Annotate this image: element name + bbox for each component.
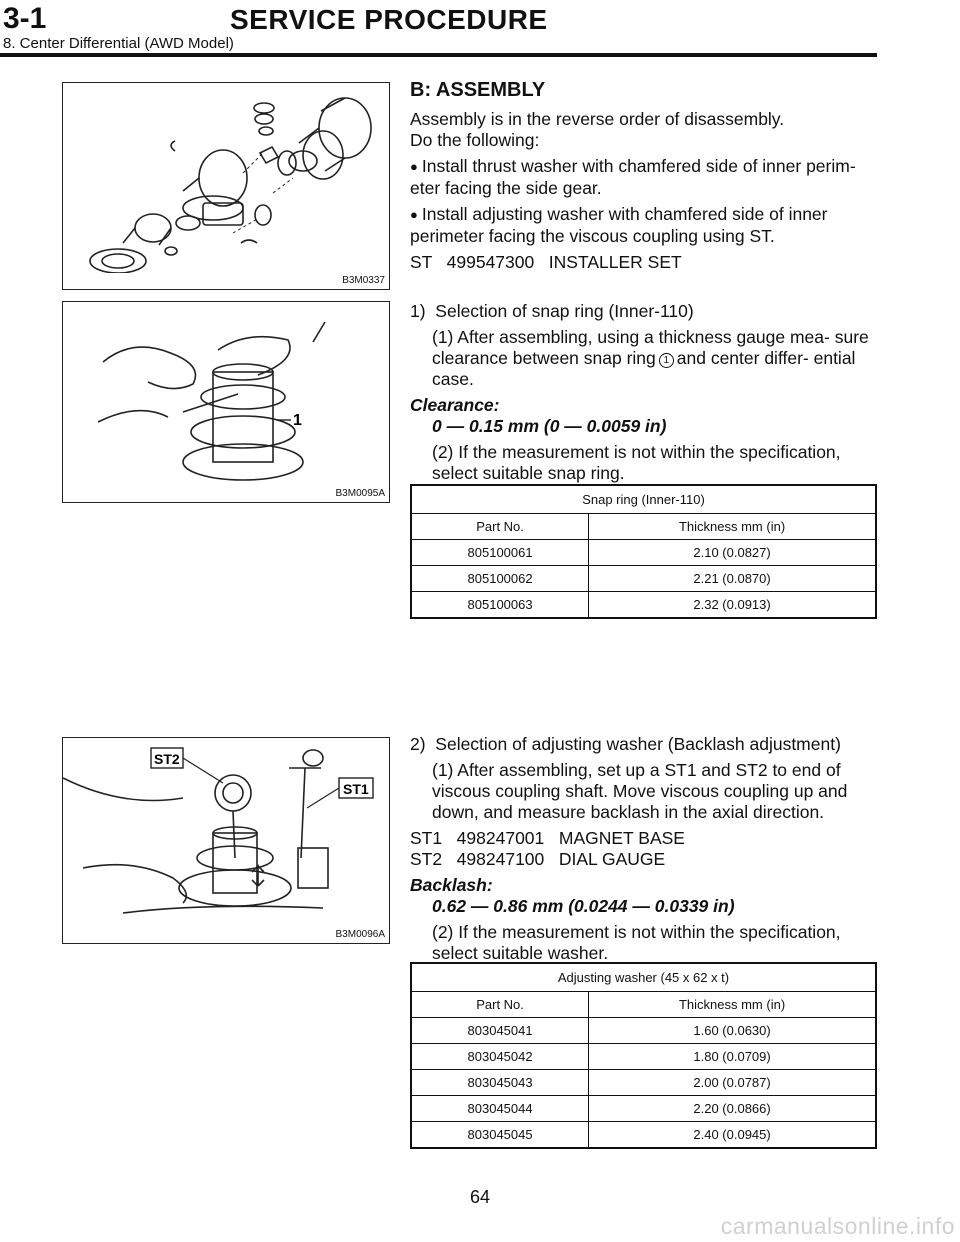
- thickness: 1.60 (0.0630): [589, 1018, 876, 1044]
- backlash-label: Backlash:: [410, 875, 493, 895]
- figure-exploded-differential: [62, 82, 390, 290]
- figure-label: B3M0337: [342, 275, 385, 286]
- section-subtitle: 8. Center Differential (AWD Model): [3, 35, 234, 52]
- figure-backlash-dial-gauge: [62, 737, 390, 944]
- callout-1: 1: [293, 412, 302, 429]
- part-no: 803045045: [411, 1122, 589, 1149]
- thickness: 2.32 (0.0913): [589, 592, 876, 619]
- part-no: 805100061: [411, 540, 589, 566]
- assembly-section: [410, 80, 878, 278]
- part-no: 803045042: [411, 1044, 589, 1070]
- assembly-bullet-thrust-washer: [410, 156, 878, 199]
- backlash-value: 0.62 — 0.86 mm (0.0244 — 0.0339 in): [432, 896, 735, 916]
- table-row: [411, 540, 876, 566]
- assembly-intro-line2: Do the following:: [410, 130, 540, 150]
- callout-st1: ST1: [343, 781, 369, 797]
- table-header-thickness: Thickness mm (in): [589, 514, 876, 540]
- thickness: 2.10 (0.0827): [589, 540, 876, 566]
- thickness: 1.80 (0.0709): [589, 1044, 876, 1070]
- page-number: 64: [469, 1187, 491, 1207]
- part-no: 803045041: [411, 1018, 589, 1044]
- table-header-part: Part No.: [411, 992, 589, 1018]
- part-no: 803045044: [411, 1096, 589, 1122]
- clearance-value: 0 — 0.15 mm (0 — 0.0059 in): [432, 416, 667, 436]
- bullet-text: Install adjusting washer with chamfered side of inner perimeter facing the viscous coupling using ST.: [410, 204, 828, 246]
- assembly-st-line: ST 499547300 INSTALLER SET: [410, 252, 682, 272]
- exploded-differential-illustration: [63, 83, 389, 273]
- bullet-icon: [410, 156, 422, 176]
- circled-1-icon: 1: [659, 353, 674, 368]
- table-row: [411, 566, 876, 592]
- assembly-intro-line1: Assembly is in the reverse order of disassembly.: [410, 109, 785, 129]
- step2-sub1: (1) After assembling, set up a ST1 and ST2 to end of viscous coupling shaft. Move viscous coupling up and down, and measure backlash in the axial direction.: [432, 760, 848, 822]
- callout-st2: ST2: [154, 751, 180, 767]
- table-row: [411, 1044, 876, 1070]
- section-number: 3-1: [3, 2, 47, 35]
- watermark: carmanualsonline.info: [720, 1213, 955, 1239]
- step1-sub1: [410, 327, 878, 390]
- section-title: SERVICE PROCEDURE: [230, 4, 548, 35]
- table-row: [411, 1018, 876, 1044]
- table-row: [411, 592, 876, 619]
- step2-section: [410, 734, 878, 969]
- part-no: 805100063: [411, 592, 589, 619]
- figure-snap-ring-gauge: [62, 301, 390, 503]
- step1-sub2: (2) If the measurement is not within the specification, select suitable snap ring.: [432, 442, 841, 483]
- step1-title: 1) Selection of snap ring (Inner-110): [410, 301, 694, 321]
- st2-line: ST2 498247100 DIAL GAUGE: [410, 849, 666, 869]
- table-title: Snap ring (Inner-110): [411, 485, 876, 514]
- header-rule: [0, 53, 877, 57]
- table-row: [411, 1122, 876, 1149]
- table-row: [411, 1070, 876, 1096]
- thickness: 2.20 (0.0866): [589, 1096, 876, 1122]
- figure-label: B3M0095A: [335, 488, 385, 499]
- thickness: 2.00 (0.0787): [589, 1070, 876, 1096]
- page-header: [0, 0, 960, 60]
- thickness: 2.21 (0.0870): [589, 566, 876, 592]
- bullet-text: Install thrust washer with chamfered side of inner perim- eter facing the side gear.: [410, 156, 856, 198]
- assembly-heading: B: ASSEMBLY: [410, 79, 546, 101]
- thickness: 2.40 (0.0945): [589, 1122, 876, 1149]
- bullet-icon: [410, 204, 422, 224]
- figure-label: B3M0096A: [335, 929, 385, 940]
- step2-sub2: (2) If the measurement is not within the specification, select suitable washer.: [432, 922, 841, 963]
- step1-section: [410, 301, 878, 489]
- table-row: [411, 1096, 876, 1122]
- step2-title: 2) Selection of adjusting washer (Backlash adjustment): [410, 734, 841, 754]
- st1-line: ST1 498247001 MAGNET BASE: [410, 828, 685, 848]
- table-header-thickness: Thickness mm (in): [589, 992, 876, 1018]
- table-header-part: Part No.: [411, 514, 589, 540]
- thickness-gauge-illustration: [63, 302, 389, 486]
- table-title: Adjusting washer (45 x 62 x t): [411, 963, 876, 992]
- part-no: 805100062: [411, 566, 589, 592]
- adjusting-washer-table: [410, 962, 877, 1149]
- clearance-label: Clearance:: [410, 395, 500, 415]
- part-no: 803045043: [411, 1070, 589, 1096]
- assembly-bullet-adjusting-washer: [410, 204, 878, 247]
- dial-gauge-illustration: [63, 738, 389, 928]
- step1-sub1-text-b: and center differ- ential case.: [432, 348, 856, 389]
- step1-sub1-text-a: (1) After assembling, using a thickness gauge mea- sure clearance between snap ring: [432, 327, 869, 368]
- snap-ring-table: [410, 484, 877, 619]
